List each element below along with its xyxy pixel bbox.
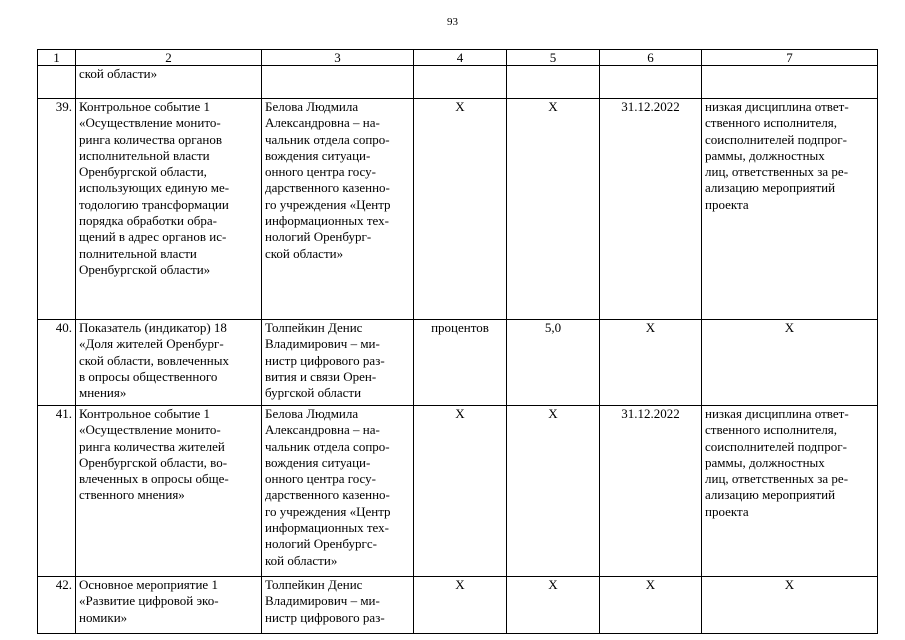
responsible-person xyxy=(262,577,414,634)
risk-description-line: соисполнителей подпрог- xyxy=(705,131,847,147)
risk-description xyxy=(702,66,878,99)
event-name-line: ринга количества органов xyxy=(79,131,222,147)
risk-description-line: проекта xyxy=(705,196,749,212)
risk-description-line: соисполнителей подпрог- xyxy=(705,438,847,454)
table-row xyxy=(38,99,878,320)
event-name-line: исполнительной власти xyxy=(79,147,210,163)
row-number: 42. xyxy=(38,577,76,634)
responsible-person xyxy=(262,406,414,577)
responsible-person-line: нистр цифрового раз- xyxy=(265,609,385,625)
row-number: 39. xyxy=(38,99,76,320)
event-name-line: тодологию трансформации xyxy=(79,196,229,212)
responsible-person-line: го учреждения «Центр xyxy=(265,503,391,519)
row-number: 40. xyxy=(38,320,76,406)
event-name-line: ринга количества жителей xyxy=(79,438,225,454)
responsible-person-line: нистр цифрового раз- xyxy=(265,352,385,368)
risk-description-line: ственного исполнителя, xyxy=(705,422,838,438)
event-name-line: Контрольное событие 1 xyxy=(79,99,210,114)
responsible-person-line: го учреждения «Центр xyxy=(265,196,391,212)
event-name-line: Оренбургской области, xyxy=(79,164,207,180)
risk-description-line: X xyxy=(784,320,795,335)
event-name-line: влеченных в опросы обще- xyxy=(79,471,229,487)
risk-description-line: раммы, должностных xyxy=(705,454,825,470)
column-header: 3 xyxy=(262,50,414,66)
responsible-person-line: Владимирович – ми- xyxy=(265,336,380,352)
event-name-line: порядка обработки обра- xyxy=(79,213,217,229)
page-number: 93 xyxy=(447,16,458,28)
risk-description-line: ализацию мероприятий xyxy=(705,180,836,196)
event-name xyxy=(76,577,262,634)
event-name xyxy=(76,66,262,99)
responsible-person-line: вождения ситуаци- xyxy=(265,147,371,163)
deadline-cell: 31.12.2022 xyxy=(600,99,702,320)
row-number xyxy=(38,66,76,99)
column-header: 7 xyxy=(702,50,878,66)
event-name-line: «Доля жителей Оренбург- xyxy=(79,336,224,352)
column-header: 6 xyxy=(600,50,702,66)
responsible-person-line: дарственного казенно- xyxy=(265,487,390,503)
risk-description-line: низкая дисциплина ответ- xyxy=(705,406,849,421)
responsible-person-line: Александровна – на- xyxy=(265,422,380,438)
row-number: 41. xyxy=(38,406,76,577)
table-row xyxy=(38,406,878,577)
deadline-cell: X xyxy=(600,320,702,406)
risk-description-line: лиц, ответственных за ре- xyxy=(705,164,849,180)
unit-cell: процентов xyxy=(414,320,507,406)
event-name xyxy=(76,320,262,406)
value-cell: X xyxy=(507,406,600,577)
responsible-person-line: Толпейкин Денис xyxy=(265,577,363,592)
responsible-person-line: вития и связи Орен- xyxy=(265,368,377,384)
event-name-line: ской области» xyxy=(79,66,158,81)
table-row xyxy=(38,320,878,406)
unit-cell: X xyxy=(414,577,507,634)
deadline-cell xyxy=(600,66,702,99)
event-name xyxy=(76,406,262,577)
event-name-line: в опросы общественного xyxy=(79,368,218,384)
event-name-line: Основное мероприятие 1 xyxy=(79,577,218,592)
risk-description-line: раммы, должностных xyxy=(705,147,825,163)
event-name-line: ской области, вовлеченных xyxy=(79,352,229,368)
value-cell: X xyxy=(507,99,600,320)
responsible-person-line: онного центра госу- xyxy=(265,471,376,487)
column-header: 5 xyxy=(507,50,600,66)
risk-description-line: проекта xyxy=(705,503,749,519)
event-name-line: ственного мнения» xyxy=(79,487,185,503)
risk-description-line: ственного исполнителя, xyxy=(705,115,838,131)
responsible-person-line: нологий Оренбург- xyxy=(265,229,372,245)
responsible-person-line: дарственного казенно- xyxy=(265,180,390,196)
responsible-person-line: информационных тех- xyxy=(265,213,389,229)
unit-cell: X xyxy=(414,99,507,320)
value-cell: X xyxy=(507,577,600,634)
event-name-line: «Осуществление монито- xyxy=(79,115,221,131)
table-row xyxy=(38,577,878,634)
event-name-line: использующих единую ме- xyxy=(79,180,230,196)
risk-description-line: X xyxy=(784,577,795,592)
event-name-line: Оренбургской области, во- xyxy=(79,454,228,470)
responsible-person-line: Александровна – на- xyxy=(265,115,380,131)
risk-description-line: лиц, ответственных за ре- xyxy=(705,471,849,487)
responsible-person-line: Толпейкин Денис xyxy=(265,320,363,335)
event-name xyxy=(76,99,262,320)
event-name-line: номики» xyxy=(79,609,128,625)
risk-description xyxy=(702,99,878,320)
column-number-row xyxy=(38,50,878,66)
column-header: 2 xyxy=(76,50,262,66)
responsible-person-line: онного центра госу- xyxy=(265,164,376,180)
responsible-person-line: нологий Оренбургс- xyxy=(265,536,377,552)
event-name-line: «Осуществление монито- xyxy=(79,422,221,438)
table-row xyxy=(38,66,878,99)
risk-description xyxy=(702,406,878,577)
responsible-person-line: ской области» xyxy=(265,245,344,261)
responsible-person-line: Белова Людмила xyxy=(265,406,359,421)
event-name-line: «Развитие цифровой эко- xyxy=(79,593,219,609)
unit-cell: X xyxy=(414,406,507,577)
responsible-person-line: кой области» xyxy=(265,552,338,568)
unit-cell xyxy=(414,66,507,99)
risk-description-line: низкая дисциплина ответ- xyxy=(705,99,849,114)
responsible-person-line: чальник отдела сопро- xyxy=(265,438,390,454)
responsible-person-line: информационных тех- xyxy=(265,520,389,536)
value-cell xyxy=(507,66,600,99)
deadline-cell: 31.12.2022 xyxy=(600,406,702,577)
value-cell: 5,0 xyxy=(507,320,600,406)
event-name-line: Контрольное событие 1 xyxy=(79,406,210,421)
risk-description xyxy=(702,577,878,634)
responsible-person-line: бургской области xyxy=(265,385,362,401)
event-name-line: полнительной власти xyxy=(79,245,197,261)
column-header: 4 xyxy=(414,50,507,66)
event-name-line: Оренбургской области» xyxy=(79,261,211,277)
measures-table xyxy=(37,49,878,634)
responsible-person-line: Белова Людмила xyxy=(265,99,359,114)
responsible-person xyxy=(262,66,414,99)
responsible-person xyxy=(262,320,414,406)
event-name-line: щений в адрес органов ис- xyxy=(79,229,227,245)
risk-description-line: ализацию мероприятий xyxy=(705,487,836,503)
event-name-line: мнения» xyxy=(79,385,127,401)
responsible-person-line: чальник отдела сопро- xyxy=(265,131,390,147)
event-name-line: Показатель (индикатор) 18 xyxy=(79,320,227,335)
responsible-person-line: Владимирович – ми- xyxy=(265,593,380,609)
column-header: 1 xyxy=(38,50,76,66)
responsible-person-line: вождения ситуаци- xyxy=(265,454,371,470)
deadline-cell: X xyxy=(600,577,702,634)
risk-description xyxy=(702,320,878,406)
responsible-person xyxy=(262,99,414,320)
